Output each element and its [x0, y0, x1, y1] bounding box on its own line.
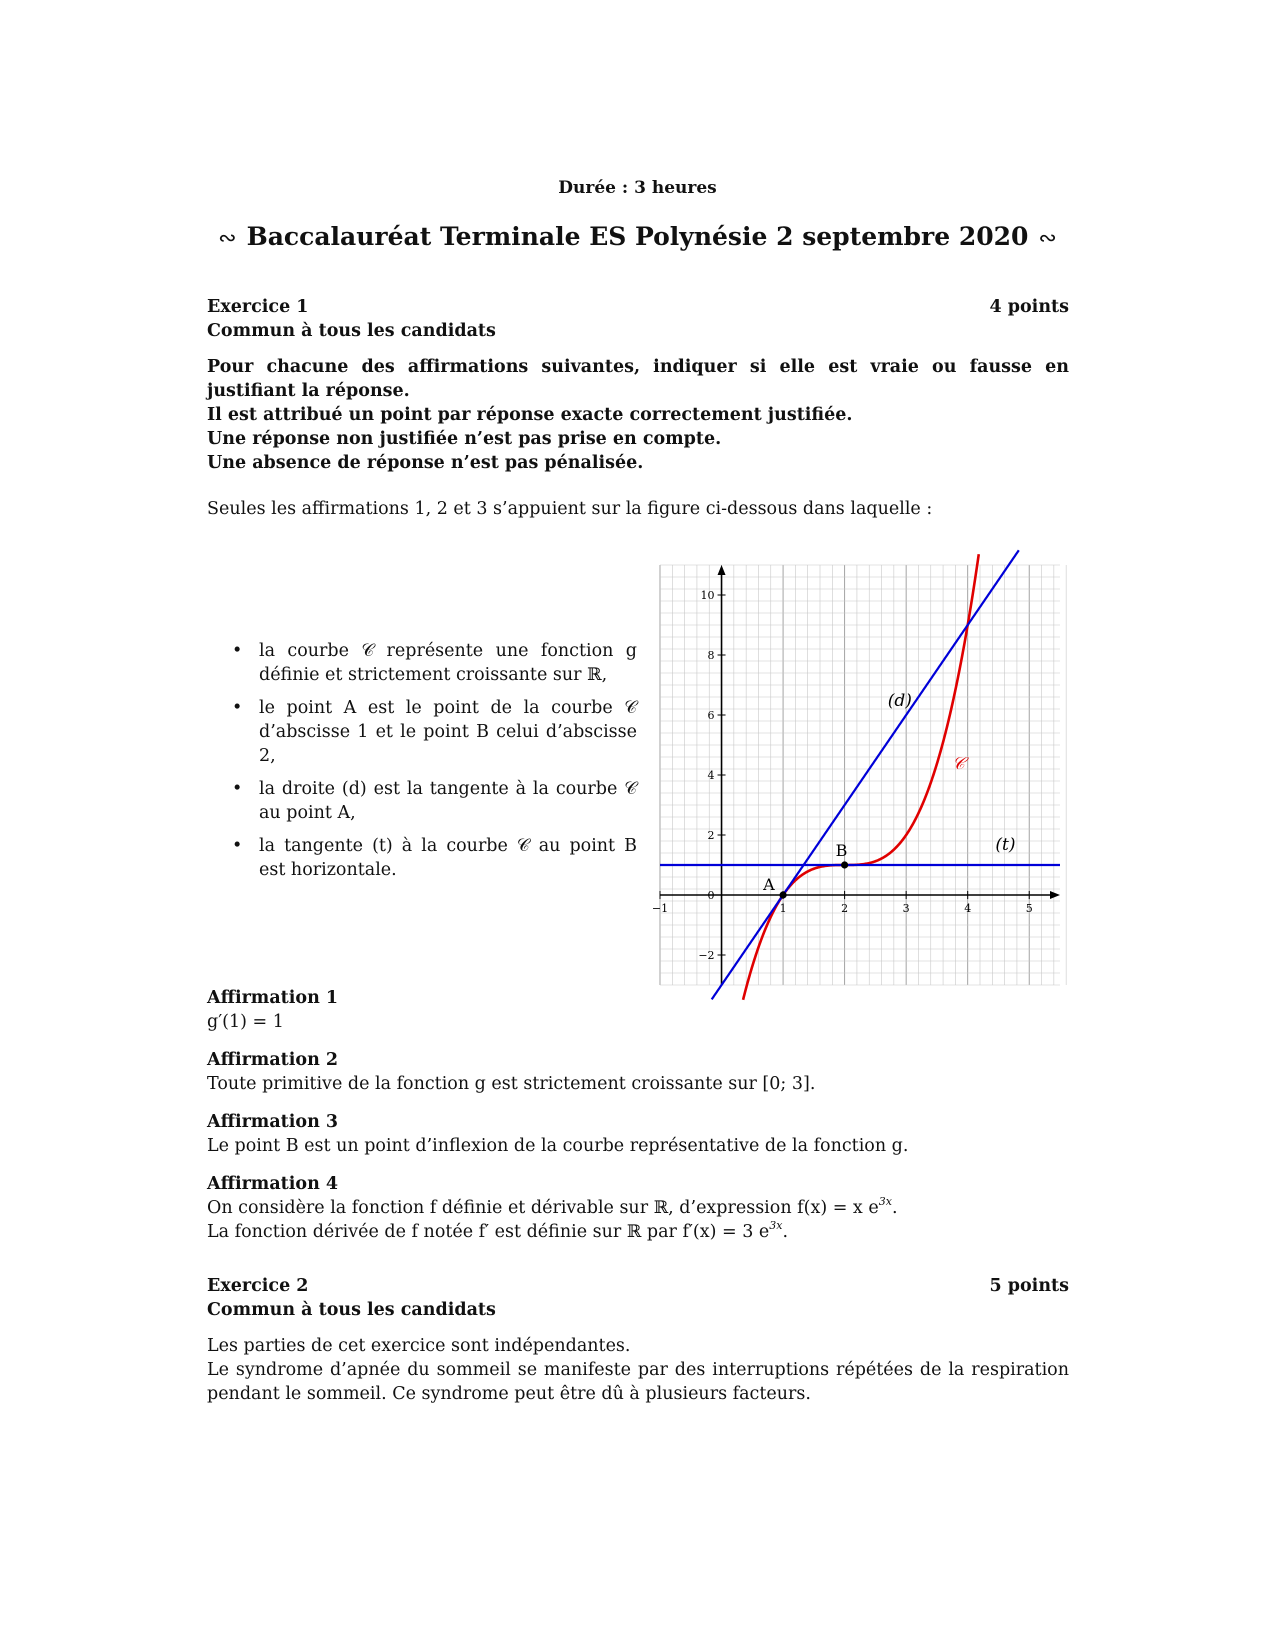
- series-label: (d): [887, 691, 912, 711]
- list-item: • le point A est le point de la courbe 𝒞 d’abscisse 1 et le point B celui d’abscisse 2,: [232, 698, 637, 766]
- y-axis-arrow-icon: [718, 565, 726, 575]
- point-marker: [841, 861, 848, 868]
- affirmation4-line2: La fonction dérivée de f notée f′ est définie sur ℝ par f′(x) = 3 $e^{3x}$.: [207, 1219, 789, 1242]
- point-marker: [779, 891, 786, 898]
- exercise2-audience: Commun à tous les candidats: [207, 1300, 496, 1320]
- ornament-left-icon: ∾: [218, 226, 237, 251]
- exam-title-text: Baccalauréat Terminale ES Polynésie 2 septembre 2020: [246, 222, 1029, 251]
- ornament-right-icon: ∾: [1038, 226, 1057, 251]
- exercise2-points: 5 points: [989, 1276, 1069, 1296]
- y-tick-label: −2: [698, 949, 715, 962]
- exercise2-header: [207, 1274, 1069, 1298]
- y-tick-label: 6: [707, 709, 715, 722]
- affirmation3-title: Affirmation 3: [207, 1112, 339, 1132]
- exam-duration: Durée : 3 heures: [558, 178, 717, 198]
- point-label: A: [763, 875, 775, 894]
- y-tick-label: 4: [707, 769, 715, 782]
- exercise1-instruction-1: Pour chacune des affirmations suivantes, indiquer si elle est vraie ou fausse en justifiant la réponse.: [207, 357, 1069, 401]
- affirmation2-title: Affirmation 2: [207, 1050, 339, 1070]
- x-tick-label: −1: [651, 902, 669, 915]
- series-line-1: [712, 550, 1019, 999]
- affirmation3-text: Le point B est un point d’inflexion de la courbe représentative de la fonction g.: [207, 1136, 909, 1156]
- list-item: • la tangente (t) à la courbe 𝒞 au point B est horizontale.: [232, 836, 637, 880]
- exam-title: [0, 222, 1275, 251]
- exercise1-title: Exercice 1: [207, 297, 309, 317]
- x-tick-label: 1: [779, 902, 787, 915]
- y-tick-label: 2: [707, 829, 715, 842]
- exercise1-intro: Seules les affirmations 1, 2 et 3 s’appuient sur la figure ci-dessous dans laquelle :: [207, 499, 933, 519]
- list-item: • la courbe 𝒞 représente une fonction g définie et strictement croissante sur ℝ,: [232, 641, 637, 685]
- x-tick-label: 3: [902, 902, 910, 915]
- x-axis-arrow-icon: [1050, 891, 1060, 899]
- x-tick-label: 2: [841, 902, 849, 915]
- series-label: (t): [995, 835, 1016, 855]
- exercise1-instruction-4: Une absence de réponse n’est pas pénalisée.: [207, 453, 644, 473]
- affirmation1-text: g′(1) = 1: [207, 1012, 284, 1032]
- exercise1-header: [207, 295, 1069, 319]
- x-tick-label: 4: [964, 902, 972, 915]
- point-label: B: [835, 841, 848, 860]
- affirmation4-title: Affirmation 4: [207, 1174, 339, 1194]
- series-line-0: [743, 554, 979, 1000]
- y-tick-label: 0: [707, 889, 715, 902]
- function-graph: [651, 565, 1060, 985]
- exercise1-audience: Commun à tous les candidats: [207, 321, 496, 341]
- exercise1-instruction-3: Une réponse non justifiée n’est pas prise en compte.: [207, 429, 722, 449]
- affirmation4-line1: On considère la fonction f définie et dérivable sur ℝ, d’expression f(x) = x $e^{3x}$.: [207, 1195, 898, 1218]
- series-label: 𝒞: [952, 754, 965, 774]
- exercise1-instruction-2: Il est attribué un point par réponse exacte correctement justifiée.: [207, 405, 853, 425]
- affirmation2-text: Toute primitive de la fonction g est strictement croissante sur [0; 3].: [207, 1074, 816, 1094]
- figure-description: [232, 639, 637, 891]
- list-item: • la droite (d) est la tangente à la courbe 𝒞 au point A,: [232, 779, 637, 823]
- y-tick-label: 10: [700, 589, 715, 602]
- exercise1-points: 4 points: [989, 297, 1069, 317]
- affirmation1-title: Affirmation 1: [207, 988, 339, 1008]
- x-tick-label: 5: [1025, 902, 1033, 915]
- y-tick-label: 8: [707, 649, 715, 662]
- exercise2-title: Exercice 2: [207, 1276, 309, 1296]
- exercise2-paragraph-1: Les parties de cet exercice sont indépendantes.: [207, 1336, 631, 1356]
- exercise2-paragraph-2: Le syndrome d’apnée du sommeil se manifeste par des interruptions répétées de la respiration pendant le sommeil. Ce syndrome peut être dû à plusieurs facteurs.: [207, 1360, 1069, 1404]
